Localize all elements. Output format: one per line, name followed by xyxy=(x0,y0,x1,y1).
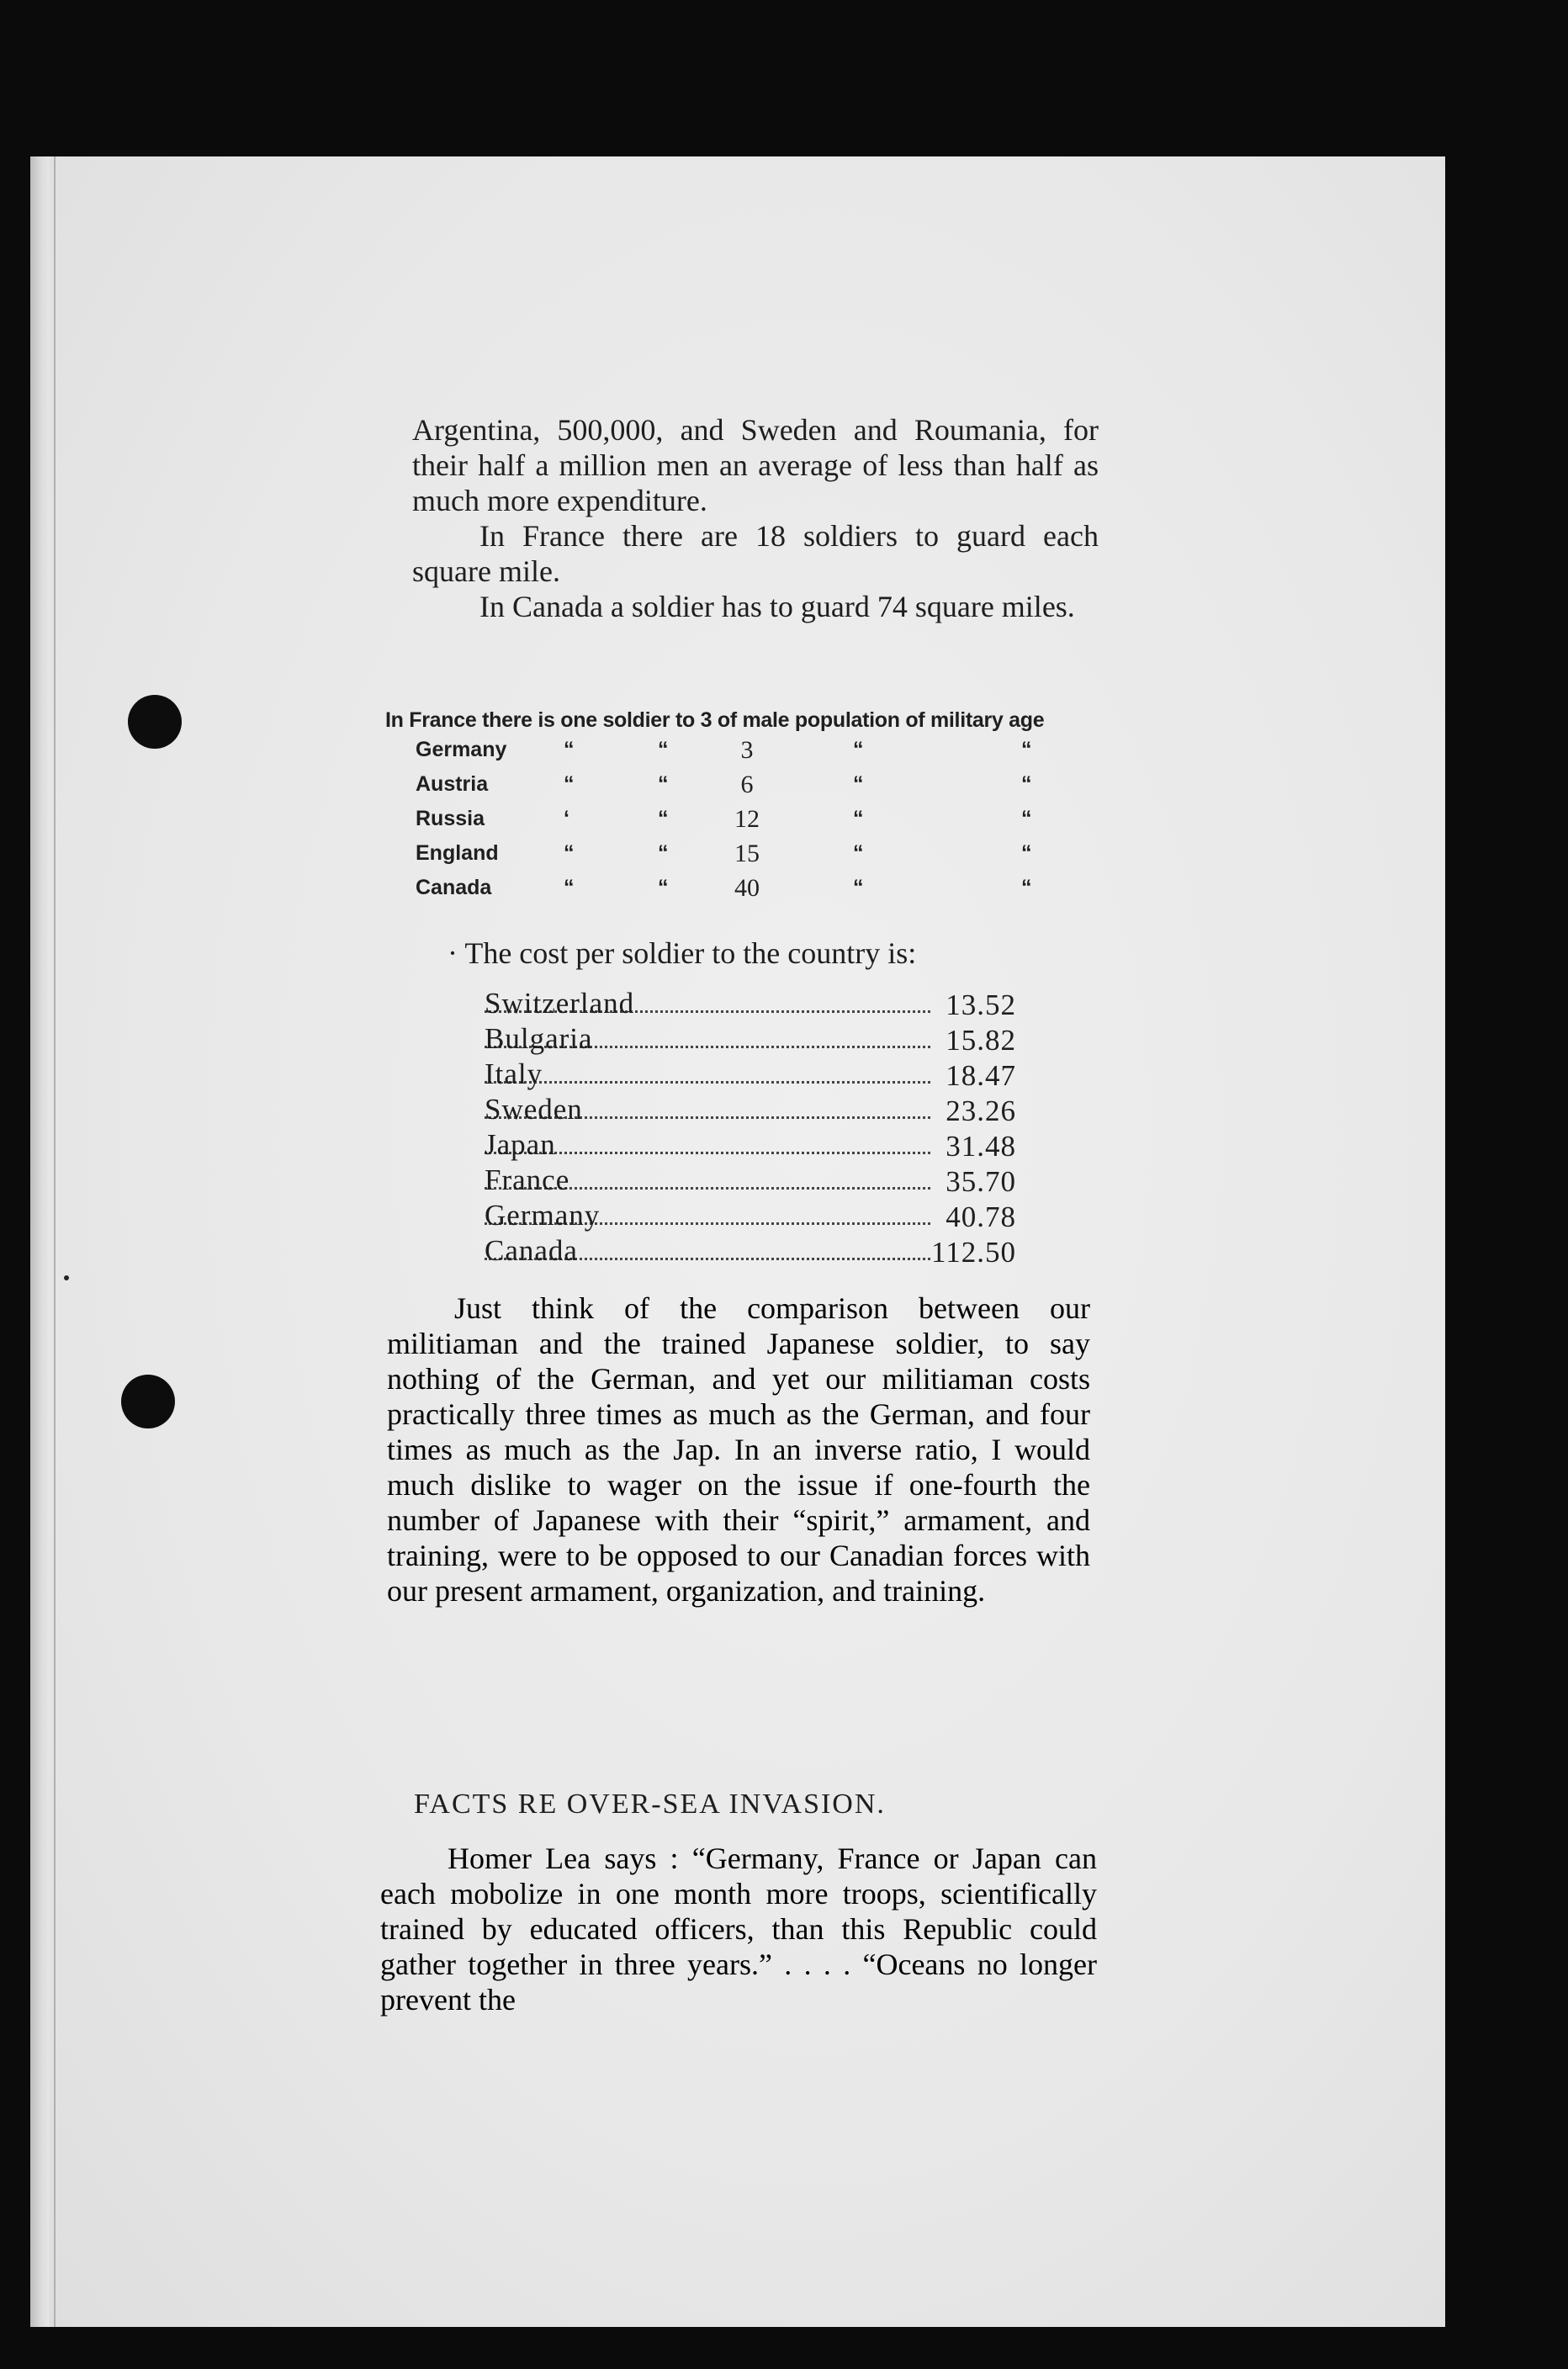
table-row xyxy=(485,986,1031,1021)
cost-per-soldier-intro: · The cost per soldier to the country is: xyxy=(448,936,917,970)
paragraph-canada-soldier: In Canada a soldier has to guard 74 square miles. xyxy=(479,590,1075,623)
military-table-header: In France there is one soldier to 3 of male population of military age xyxy=(385,708,1045,732)
ratio-number: 6 xyxy=(740,771,754,798)
ditto-mark: “ xyxy=(853,738,864,761)
ditto-mark: “ xyxy=(658,738,669,761)
ditto-mark: “ xyxy=(1021,807,1032,830)
ditto-mark: “ xyxy=(1021,738,1032,761)
ratio-number: 3 xyxy=(740,736,754,764)
table-row xyxy=(485,1198,1031,1233)
paragraph-expenditure: Argentina, 500,000, and Sweden and Roumania, for their half a million men an average of less than half as much more expenditure. xyxy=(412,413,1099,517)
section-heading: FACTS RE OVER-SEA INVASION. xyxy=(414,1789,886,1820)
table-row xyxy=(485,1021,1031,1057)
comparison-paragraph: Just think of the comparison between our militiaman and the trained Japanese soldier, to say nothing of the German, and yet our militiaman costs practically three times as much as the German, and four times as much as the Jap. In an inverse ratio, I would much dislike to wager on the issue if one-fourth the number of Japanese with their “spirit,” armament, and training, were to be opposed to our Canadian forces with our present armament, organization, and training. xyxy=(387,1291,1090,1608)
ratio-number: 40 xyxy=(734,874,760,902)
cost-value: 40.78 xyxy=(946,1200,1016,1233)
binding-gutter xyxy=(30,156,49,2327)
ratio-number: 15 xyxy=(734,840,760,867)
ditto-mark: “ xyxy=(853,772,864,796)
country-label: Sweden xyxy=(485,1093,583,1126)
cost-value: 112.50 xyxy=(931,1236,1016,1269)
country-label: Japan xyxy=(485,1128,556,1161)
country-label: Bulgaria xyxy=(485,1022,593,1055)
table-row xyxy=(385,802,1126,836)
ditto-mark: “ xyxy=(658,876,669,899)
ditto-mark: “ xyxy=(853,807,864,830)
ditto-mark: “ xyxy=(1021,841,1032,865)
table-row xyxy=(485,1127,1031,1163)
table-row xyxy=(485,1057,1031,1092)
country-label: England xyxy=(416,841,499,865)
cost-value: 13.52 xyxy=(946,988,1016,1021)
cost-value: 18.47 xyxy=(946,1059,1016,1092)
ratio-number: 12 xyxy=(734,805,760,833)
punch-hole-top xyxy=(128,695,182,749)
country-label: Germany xyxy=(416,738,507,761)
opening-text-block xyxy=(412,412,1099,624)
country-label: Canada xyxy=(416,876,492,899)
ditto-mark: “ xyxy=(658,772,669,796)
country-label: France xyxy=(485,1163,570,1196)
ditto-mark: “ xyxy=(564,738,575,761)
country-label: Austria xyxy=(416,772,489,796)
ditto-mark: “ xyxy=(564,876,575,899)
binding-fold-line xyxy=(54,156,56,2327)
table-row xyxy=(385,871,1126,905)
table-row xyxy=(385,733,1126,767)
homer-lea-paragraph: Homer Lea says : “Germany, France or Japan can each mobolize in one month more troops, scientifically trained by educated officers, than this Republic could gather together in three years.” . . . . “Oceans no longer prevent the xyxy=(380,1842,1097,2017)
country-label: Russia xyxy=(416,807,485,830)
punch-hole-bottom xyxy=(121,1375,175,1428)
country-label: Germany xyxy=(485,1199,601,1232)
country-label: Canada xyxy=(485,1234,578,1267)
ditto-mark: “ xyxy=(1021,772,1032,796)
table-row xyxy=(485,1233,1031,1269)
dust-speck xyxy=(64,1275,69,1280)
ditto-mark: “ xyxy=(564,772,575,796)
cost-value: 35.70 xyxy=(946,1165,1016,1198)
country-label: Switzerland xyxy=(485,987,635,1020)
table-row xyxy=(385,767,1126,802)
military-age-table xyxy=(385,708,1126,905)
ditto-mark: “ xyxy=(658,841,669,865)
ditto-mark: “ xyxy=(853,876,864,899)
country-label: Italy xyxy=(485,1057,543,1090)
table-row xyxy=(485,1163,1031,1198)
cost-per-soldier-table xyxy=(485,986,1031,1269)
table-row xyxy=(385,836,1126,871)
document-page xyxy=(30,156,1445,2327)
paragraph-france-soldiers: In France there are 18 soldiers to guard each square mile. xyxy=(412,519,1099,588)
ditto-mark: “ xyxy=(853,841,864,865)
cost-value: 15.82 xyxy=(946,1024,1016,1057)
ditto-mark: “ xyxy=(1021,876,1032,899)
cost-value: 23.26 xyxy=(946,1094,1016,1127)
dot-leader xyxy=(485,1081,930,1084)
ditto-mark: ‘ xyxy=(564,807,569,830)
ditto-mark: “ xyxy=(658,807,669,830)
table-row xyxy=(485,1092,1031,1127)
ditto-mark: “ xyxy=(564,841,575,865)
cost-value: 31.48 xyxy=(946,1130,1016,1163)
